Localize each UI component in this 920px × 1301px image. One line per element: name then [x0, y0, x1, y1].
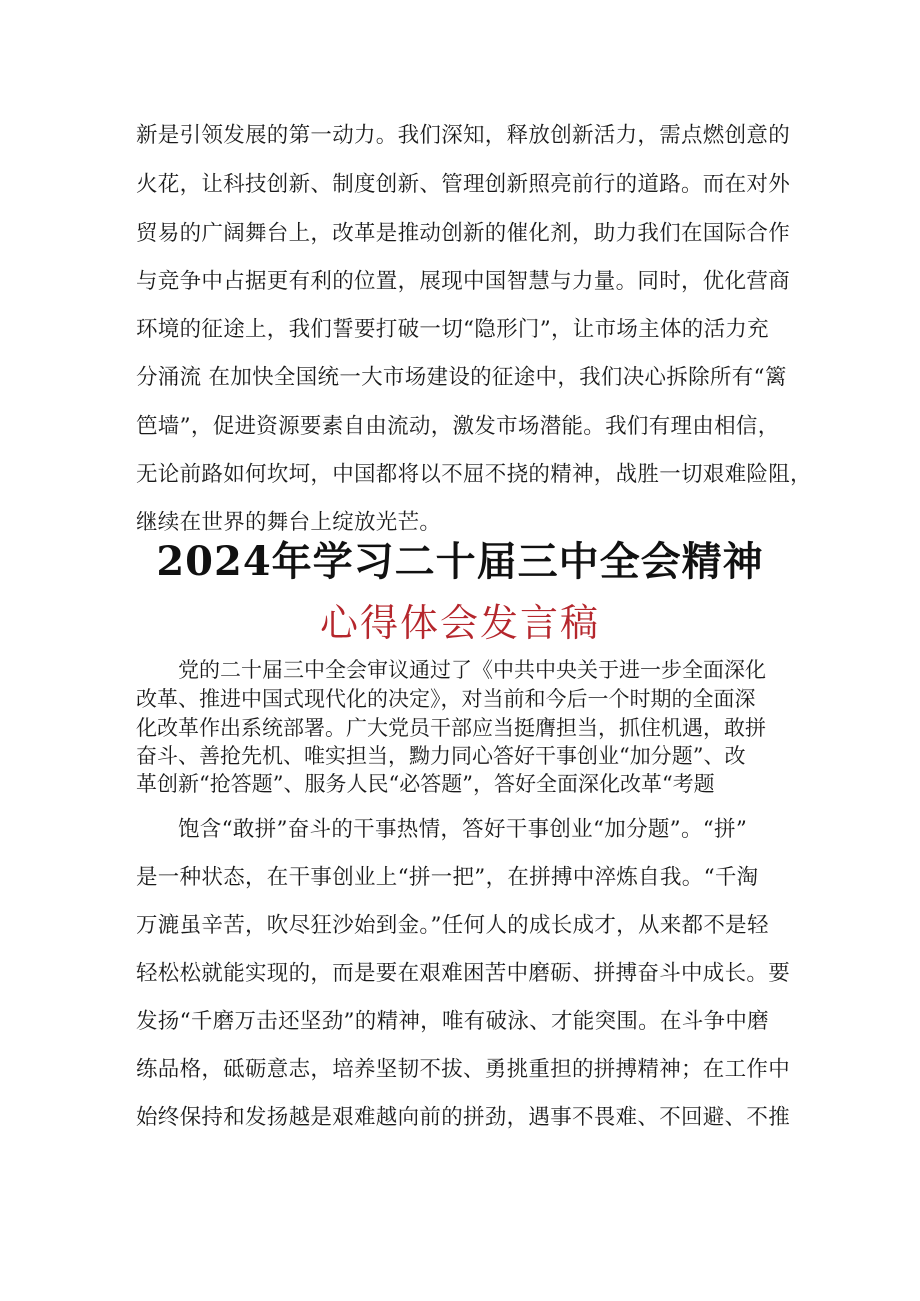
text-line: 党的二十届三中全会审议通过了《中共中央关于进一步全面深化 [178, 658, 766, 682]
text-line: 万漉虽辛苦，吹尽狂沙始到金。”任何人的成长成才，从来都不是轻 [136, 913, 769, 938]
text-line: 是一种状态，在干事创业上“拼一把”，在拼搏中淬炼自我。“千淘 [136, 865, 759, 890]
text-line: 分涌流 在加快全国统一大市场建设的征途中，我们决心拆除所有“篱 [136, 365, 787, 390]
text-line: 发扬“千磨万击还坚劲”的精神，唯有破泳、才能突围。在斗争中磨 [136, 1009, 769, 1034]
text-line: 改革、推进中国式现代化的决定》，对当前和今后一个时期的全面深 [136, 687, 756, 711]
text-line: 奋斗、善抢先机、唯实担当，黝力同心答好干事创业“加分题”、改 [136, 744, 746, 768]
text-line: 环境的征途上，我们誓要打破一切“隐形门”，让市场主体的活力充 [136, 317, 769, 342]
document-title: 2024年学习二十届三中全会精神 [156, 538, 764, 585]
text-line: 笆墙”，促进资源要素自由流动，激发市场潜能。我们有理由相信， [136, 414, 780, 439]
text-line: 练品格，砥砺意志，培养坚韧不拔、勇挑重担的拼搏精神；在工作中 [136, 1057, 791, 1082]
text-line: 始终保持和发扬越是艰难越向前的拼劲，遇事不畏难、不回避、不推 [136, 1105, 791, 1130]
text-line: 与竞争中占据更有利的位置，展现中国智慧与力量。同时，优化营商 [136, 269, 791, 294]
text-line: 轻松松就能实现的，而是要在艰难困苦中磨砺、拼搏奋斗中成长。要 [136, 961, 791, 986]
text-line: 革创新“抢答题”、服务人民“必答题”，答好全面深化改革“考题 [136, 772, 715, 796]
text-line: 新是引领发展的第一动力。我们深知，释放创新活力，需点燃创意的 [136, 123, 791, 148]
text-line: 无论前路如何坎坷，中国都将以不屈不挠的精神，战胜一切艰难险阻， [136, 462, 812, 487]
text-line: 继续在世界的舞台上绽放光芒。 [136, 510, 442, 535]
text-line: 饱含“敢拼”奋斗的干事热情，答好干事创业“加分题”。“拼” [178, 817, 748, 842]
text-line: 火花，让科技创新、制度创新、管理创新照亮前行的道路。而在对外 [136, 172, 791, 197]
text-line: 化改革作出系统部署。广大党员干部应当挺膺担当，抓住机遇，敢拼 [136, 716, 766, 740]
document-subtitle: 心得体会发言稿 [319, 601, 600, 645]
text-line: 贸易的广阔舞台上，改革是推动创新的催化剂，助力我们在国际合作 [136, 221, 791, 246]
